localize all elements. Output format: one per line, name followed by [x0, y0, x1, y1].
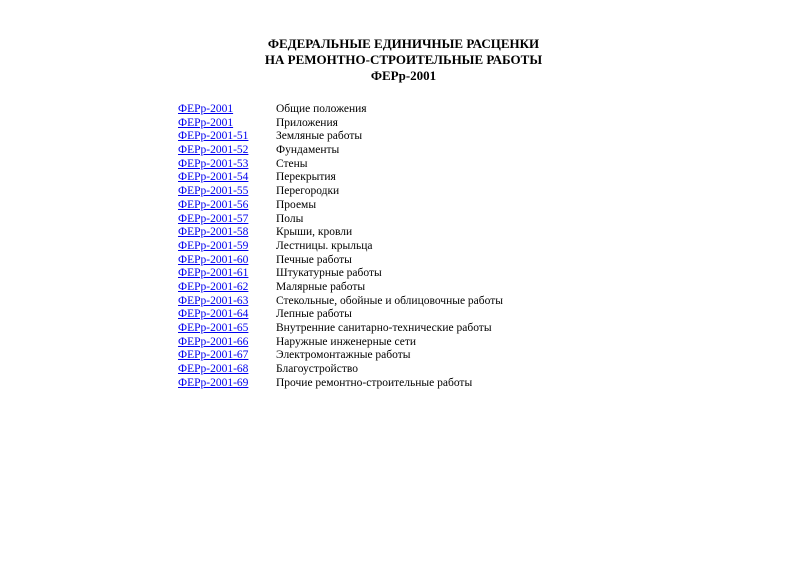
- toc-row: [178, 254, 503, 268]
- toc-link[interactable]: ФЕРр-2001-67: [178, 349, 249, 362]
- toc-row: [178, 158, 503, 172]
- toc-row: [178, 281, 503, 295]
- toc-row: [178, 213, 503, 227]
- toc-link[interactable]: ФЕРр-2001: [178, 103, 234, 115]
- toc-link[interactable]: ФЕРр-2001-60: [178, 253, 249, 266]
- toc-row: [178, 117, 503, 131]
- toc-row: [178, 295, 503, 309]
- toc-title: Фундаменты: [276, 144, 340, 157]
- toc-row: [178, 103, 503, 117]
- toc-title: Проемы: [276, 198, 317, 211]
- toc-title: Штукатурные работы: [276, 267, 382, 280]
- toc-row: [178, 199, 503, 213]
- toc-row: [178, 349, 503, 363]
- toc-title: Печные работы: [276, 253, 352, 266]
- toc-title: Внутренние санитарно-технические работы: [276, 322, 492, 334]
- toc-title: Стены: [276, 157, 308, 170]
- toc-link[interactable]: ФЕРр-2001-65: [178, 322, 249, 334]
- toc-link[interactable]: ФЕРр-2001-64: [178, 308, 249, 321]
- toc-link[interactable]: ФЕРр-2001-63: [178, 294, 249, 307]
- toc-link[interactable]: ФЕРр-2001-57: [178, 212, 249, 225]
- toc-link[interactable]: ФЕРр-2001-66: [178, 335, 249, 348]
- page-title: [0, 36, 807, 84]
- toc-row: [178, 363, 503, 377]
- toc-row: [178, 267, 503, 281]
- toc-link[interactable]: ФЕРр-2001-55: [178, 185, 249, 198]
- toc-link[interactable]: ФЕРр-2001-59: [178, 239, 249, 252]
- toc-link[interactable]: ФЕРр-2001-53: [178, 157, 249, 170]
- toc-row: [178, 336, 503, 350]
- toc-row: [178, 377, 503, 391]
- toc-title: Земляные работы: [276, 130, 363, 143]
- toc-title: Лепные работы: [276, 308, 352, 321]
- toc-row: [178, 308, 503, 322]
- toc-row: [178, 130, 503, 144]
- toc-link[interactable]: ФЕРр-2001-61: [178, 267, 249, 280]
- toc-row: [178, 322, 503, 336]
- toc-link[interactable]: ФЕРр-2001-68: [178, 363, 249, 376]
- toc-link[interactable]: ФЕРр-2001-51: [178, 130, 249, 143]
- toc-link[interactable]: ФЕРр-2001-54: [178, 171, 249, 184]
- toc-title: Приложения: [276, 116, 338, 129]
- toc-link[interactable]: ФЕРр-2001-56: [178, 198, 249, 211]
- toc-row: [178, 144, 503, 158]
- toc-title: Общие положения: [276, 103, 367, 115]
- toc-row: [178, 240, 503, 254]
- toc-link[interactable]: ФЕРр-2001-69: [178, 376, 249, 389]
- toc-title: Прочие ремонтно-строительные работы: [276, 376, 473, 389]
- table-of-contents: [178, 103, 503, 390]
- title-line-3: ФЕРр-2001: [370, 68, 437, 83]
- toc-title: Малярные работы: [276, 280, 366, 293]
- title-line-2: НА РЕМОНТНО-СТРОИТЕЛЬНЫЕ РАБОТЫ: [264, 52, 543, 67]
- toc-title: Лестницы. крыльца: [276, 239, 373, 252]
- toc-title: Перегородки: [276, 185, 340, 198]
- toc-title: Электромонтажные работы: [276, 349, 411, 362]
- toc-title: Благоустройство: [276, 363, 358, 376]
- toc-link[interactable]: ФЕРр-2001-58: [178, 226, 249, 239]
- toc-row: [178, 226, 503, 240]
- toc-title: Крыши, кровли: [276, 226, 353, 239]
- title-line-1: ФЕДЕРАЛЬНЫЕ ЕДИНИЧНЫЕ РАСЦЕНКИ: [267, 36, 540, 51]
- toc-title: Наружные инженерные сети: [276, 335, 417, 348]
- toc-title: Стекольные, обойные и облицовочные работы: [276, 294, 503, 307]
- toc-link[interactable]: ФЕРр-2001-62: [178, 280, 249, 293]
- toc-link[interactable]: ФЕРр-2001-52: [178, 144, 249, 157]
- toc-row: [178, 185, 503, 199]
- toc-link[interactable]: ФЕРр-2001: [178, 116, 234, 129]
- toc-title: Перекрытия: [276, 171, 336, 184]
- toc-row: [178, 171, 503, 185]
- toc-title: Полы: [276, 212, 304, 225]
